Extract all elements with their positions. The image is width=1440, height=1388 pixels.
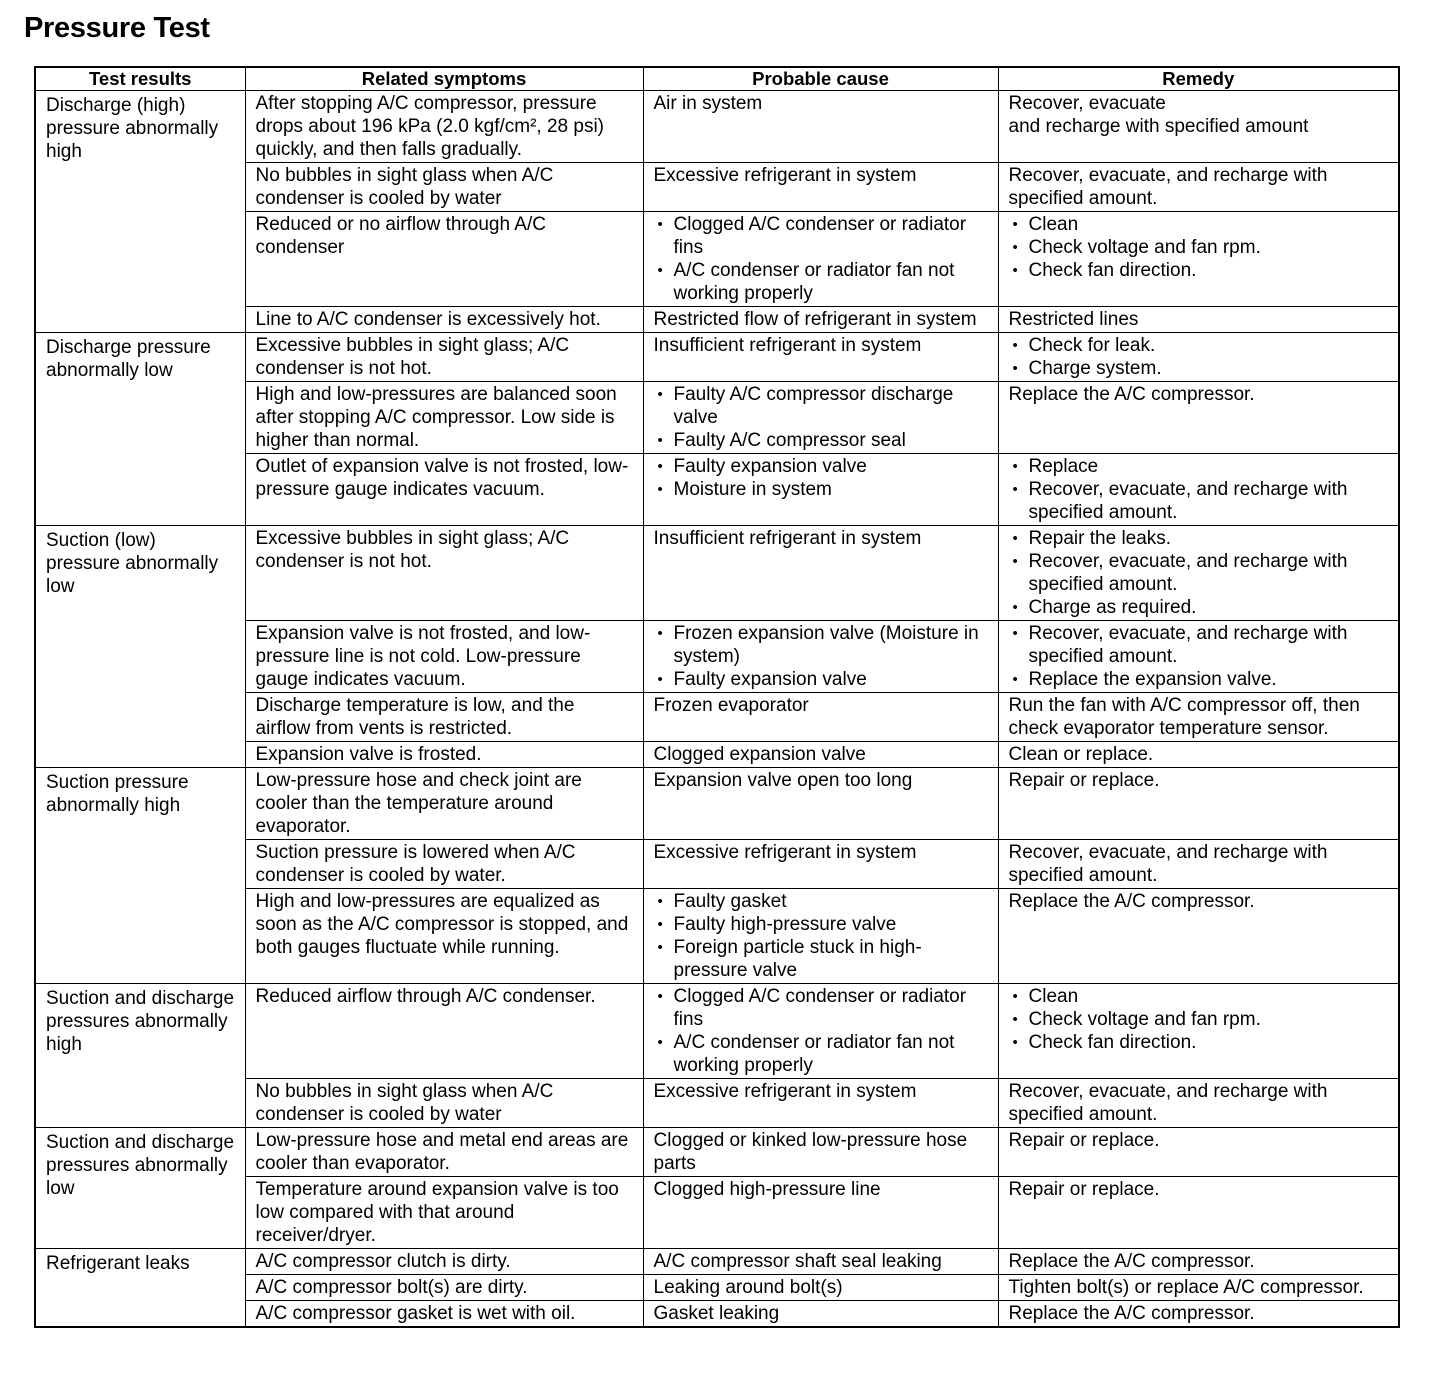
remedy-cell (998, 333, 1399, 382)
remedy-cell (998, 163, 1399, 212)
cause-list-item: • Faulty gasket (654, 890, 988, 913)
remedy-cell (998, 1128, 1399, 1177)
symptom-text: Line to A/C condenser is excessively hot. (255, 309, 601, 330)
cause-list-item: • Faulty A/C compressor seal (654, 429, 988, 452)
cause-text: A/C compressor shaft seal leaking (653, 1251, 942, 1272)
cause-text: Clogged high-pressure line (653, 1179, 881, 1200)
cause-list (654, 622, 988, 691)
cause-text: Clogged expansion valve (653, 744, 866, 765)
symptom-text: High and low-pressures are equalized as soon as the A/C compressor is stopped, and both gauges fluctuate while running. (255, 891, 629, 958)
cause-text: Restricted flow of refrigerant in system (653, 309, 977, 330)
remedy-cell (998, 768, 1399, 840)
cause-list (654, 383, 988, 452)
symptom-cell (245, 693, 643, 742)
table-row (35, 526, 1399, 621)
remedy-cell (998, 621, 1399, 693)
symptom-text: Temperature around expansion valve is too low compared with that around receiver/dryer. (255, 1179, 619, 1246)
symptom-cell (245, 333, 643, 382)
remedy-text: Tighten bolt(s) or replace A/C compressor. (1008, 1277, 1364, 1298)
header-related-symptoms: Related symptoms (245, 67, 643, 91)
remedy-cell (998, 742, 1399, 768)
remedy-list-item: • Replace the expansion valve. (1009, 668, 1389, 691)
symptom-cell (245, 1249, 643, 1275)
cause-list (654, 213, 988, 305)
symptom-text: Excessive bubbles in sight glass; A/C condenser is not hot. (255, 528, 570, 572)
remedy-cell (998, 212, 1399, 307)
remedy-list-item: • Check for leak. (1009, 334, 1389, 357)
cause-cell (643, 91, 998, 163)
cause-list-item: • Clogged A/C condenser or radiator fins (654, 213, 988, 259)
cause-list-item: • A/C condenser or radiator fan not working properly (654, 1031, 988, 1077)
remedy-text: Recover, evacuate, and recharge with specified amount. (1008, 842, 1328, 886)
cause-list-item: • Moisture in system (654, 478, 988, 501)
cause-text: Insufficient refrigerant in system (653, 335, 922, 356)
symptom-text: Reduced or no airflow through A/C condenser (255, 214, 546, 258)
cause-cell (643, 840, 998, 889)
symptom-text: Suction pressure is lowered when A/C condenser is cooled by water. (255, 842, 576, 886)
remedy-list-item: • Check fan direction. (1009, 259, 1389, 282)
symptom-text: Discharge temperature is low, and the airflow from vents is restricted. (255, 695, 575, 739)
pressure-test-table (34, 66, 1400, 1328)
symptom-cell (245, 382, 643, 454)
symptom-cell (245, 1177, 643, 1249)
remedy-list-item: • Charge as required. (1009, 596, 1389, 619)
cause-list (654, 985, 988, 1077)
cause-cell (643, 212, 998, 307)
cause-cell (643, 1301, 998, 1328)
cause-cell (643, 526, 998, 621)
remedy-text: Replace the A/C compressor. (1008, 384, 1255, 405)
symptom-text: Excessive bubbles in sight glass; A/C condenser is not hot. (255, 335, 570, 379)
symptom-cell (245, 526, 643, 621)
remedy-cell (998, 1275, 1399, 1301)
cause-cell (643, 1249, 998, 1275)
cause-text: Insufficient refrigerant in system (653, 528, 922, 549)
cause-list (654, 455, 988, 501)
test-result-cell: Discharge (high) pressure abnormally high (35, 91, 245, 333)
symptom-text: After stopping A/C compressor, pressure drops about 196 kPa (2.0 kgf/cm², 28 psi) quickly, and then falls gradually. (255, 93, 605, 160)
cause-cell (643, 693, 998, 742)
remedy-text: Clean or replace. (1008, 744, 1154, 765)
remedy-list-item: • Repair the leaks. (1009, 527, 1389, 550)
cause-cell (643, 984, 998, 1079)
symptom-cell (245, 889, 643, 984)
remedy-list-item: • Clean (1009, 213, 1389, 236)
symptom-cell (245, 984, 643, 1079)
symptom-text: Low-pressure hose and check joint are cooler than the temperature around evaporator. (255, 770, 582, 837)
cause-cell (643, 742, 998, 768)
remedy-cell (998, 307, 1399, 333)
remedy-text: Replace the A/C compressor. (1008, 1251, 1255, 1272)
cause-list-item: • Faulty expansion valve (654, 668, 988, 691)
symptom-text: Reduced airflow through A/C condenser. (255, 986, 596, 1007)
symptom-cell (245, 91, 643, 163)
cause-cell (643, 1177, 998, 1249)
remedy-list (1009, 334, 1389, 380)
remedy-list-item: • Check voltage and fan rpm. (1009, 1008, 1389, 1031)
remedy-cell (998, 1249, 1399, 1275)
remedy-cell (998, 1079, 1399, 1128)
remedy-list (1009, 455, 1389, 524)
header-remedy: Remedy (998, 67, 1399, 91)
symptom-cell (245, 742, 643, 768)
remedy-list (1009, 213, 1389, 282)
table-row (35, 984, 1399, 1079)
symptom-cell (245, 212, 643, 307)
symptom-text: Expansion valve is not frosted, and low-pressure line is not cold. Low-pressure gauge indicates vacuum. (255, 623, 591, 690)
table-row (35, 1249, 1399, 1275)
test-result-cell: Suction and discharge pressures abnormally low (35, 1128, 245, 1249)
table-header-row (35, 67, 1399, 91)
cause-text: Excessive refrigerant in system (653, 842, 917, 863)
symptom-cell (245, 1128, 643, 1177)
symptom-text: A/C compressor bolt(s) are dirty. (255, 1277, 528, 1298)
remedy-list-item: • Recover, evacuate, and recharge with specified amount. (1009, 622, 1389, 668)
remedy-list (1009, 985, 1389, 1054)
symptom-text: Low-pressure hose and metal end areas are cooler than evaporator. (255, 1130, 629, 1174)
cause-text: Leaking around bolt(s) (653, 1277, 843, 1298)
remedy-list (1009, 622, 1389, 691)
symptom-cell (245, 1301, 643, 1328)
cause-list-item: • Faulty A/C compressor discharge valve (654, 383, 988, 429)
test-result-cell: Suction and discharge pressures abnormally high (35, 984, 245, 1128)
symptom-text: No bubbles in sight glass when A/C condenser is cooled by water (255, 1081, 554, 1125)
test-result-cell: Suction (low) pressure abnormally low (35, 526, 245, 768)
symptom-text: Expansion valve is frosted. (255, 744, 482, 765)
remedy-text: Repair or replace. (1008, 1179, 1160, 1200)
remedy-list (1009, 527, 1389, 619)
remedy-list-item: • Recover, evacuate, and recharge with specified amount. (1009, 550, 1389, 596)
remedy-text: Restricted lines (1008, 309, 1139, 330)
table-row (35, 768, 1399, 840)
test-result-cell: Refrigerant leaks (35, 1249, 245, 1328)
symptom-text: No bubbles in sight glass when A/C condenser is cooled by water (255, 165, 554, 209)
symptom-cell (245, 454, 643, 526)
symptom-cell (245, 163, 643, 212)
remedy-cell (998, 454, 1399, 526)
remedy-text: Replace the A/C compressor. (1008, 1303, 1255, 1324)
header-probable-cause: Probable cause (643, 67, 998, 91)
cause-cell (643, 1275, 998, 1301)
remedy-list-item: • Check voltage and fan rpm. (1009, 236, 1389, 259)
cause-cell (643, 1128, 998, 1177)
remedy-text: Repair or replace. (1008, 770, 1160, 791)
symptom-text: A/C compressor clutch is dirty. (255, 1251, 511, 1272)
symptom-cell (245, 768, 643, 840)
test-result-cell: Suction pressure abnormally high (35, 768, 245, 984)
cause-cell (643, 333, 998, 382)
page-title: Pressure Test (24, 12, 210, 44)
remedy-cell (998, 984, 1399, 1079)
remedy-cell (998, 1177, 1399, 1249)
remedy-cell (998, 382, 1399, 454)
cause-text: Frozen evaporator (653, 695, 809, 716)
test-result-cell: Discharge pressure abnormally low (35, 333, 245, 526)
table-row (35, 333, 1399, 382)
cause-text: Expansion valve open too long (653, 770, 913, 791)
cause-list-item: • Frozen expansion valve (Moisture in system) (654, 622, 988, 668)
cause-list-item: • Faulty high-pressure valve (654, 913, 988, 936)
cause-cell (643, 768, 998, 840)
remedy-text: Run the fan with A/C compressor off, then check evaporator temperature sensor. (1008, 695, 1360, 739)
remedy-cell (998, 889, 1399, 984)
cause-cell (643, 163, 998, 212)
cause-cell (643, 621, 998, 693)
remedy-text: Recover, evacuate, and recharge with specified amount. (1008, 165, 1328, 209)
cause-cell (643, 307, 998, 333)
cause-list-item: • Foreign particle stuck in high-pressure valve (654, 936, 988, 982)
remedy-text: Repair or replace. (1008, 1130, 1160, 1151)
remedy-cell (998, 693, 1399, 742)
cause-cell (643, 382, 998, 454)
remedy-list-item: • Check fan direction. (1009, 1031, 1389, 1054)
cause-list-item: • Clogged A/C condenser or radiator fins (654, 985, 988, 1031)
remedy-list-item: • Clean (1009, 985, 1389, 1008)
cause-cell (643, 1079, 998, 1128)
symptom-cell (245, 307, 643, 333)
symptom-cell (245, 621, 643, 693)
remedy-cell (998, 1301, 1399, 1328)
cause-list-item: • A/C condenser or radiator fan not working properly (654, 259, 988, 305)
table-row (35, 1128, 1399, 1177)
cause-text: Air in system (653, 93, 763, 114)
symptom-cell (245, 1079, 643, 1128)
cause-cell (643, 454, 998, 526)
cause-text: Excessive refrigerant in system (653, 1081, 917, 1102)
remedy-list-item: • Recover, evacuate, and recharge with specified amount. (1009, 478, 1389, 524)
symptom-cell (245, 840, 643, 889)
cause-text: Gasket leaking (653, 1303, 780, 1324)
symptom-text: High and low-pressures are balanced soon after stopping A/C compressor. Low side is higher than normal. (255, 384, 617, 451)
remedy-text: Recover, evacuate, and recharge with specified amount. (1008, 1081, 1328, 1125)
symptom-cell (245, 1275, 643, 1301)
symptom-text: A/C compressor gasket is wet with oil. (255, 1303, 576, 1324)
remedy-cell (998, 526, 1399, 621)
cause-text: Excessive refrigerant in system (653, 165, 917, 186)
cause-list (654, 890, 988, 982)
remedy-list-item: • Replace (1009, 455, 1389, 478)
table-body (35, 91, 1399, 1328)
cause-list-item: • Faulty expansion valve (654, 455, 988, 478)
remedy-cell (998, 91, 1399, 163)
remedy-text: Replace the A/C compressor. (1008, 891, 1255, 912)
remedy-cell (998, 840, 1399, 889)
remedy-text: Recover, evacuate and recharge with specified amount (1008, 93, 1309, 137)
symptom-text: Outlet of expansion valve is not frosted, low-pressure gauge indicates vacuum. (255, 456, 629, 500)
header-test-results: Test results (35, 67, 245, 91)
table-row (35, 91, 1399, 163)
cause-text: Clogged or kinked low-pressure hose parts (653, 1130, 968, 1174)
cause-cell (643, 889, 998, 984)
remedy-list-item: • Charge system. (1009, 357, 1389, 380)
pressure-test-table-container (34, 66, 1398, 1328)
